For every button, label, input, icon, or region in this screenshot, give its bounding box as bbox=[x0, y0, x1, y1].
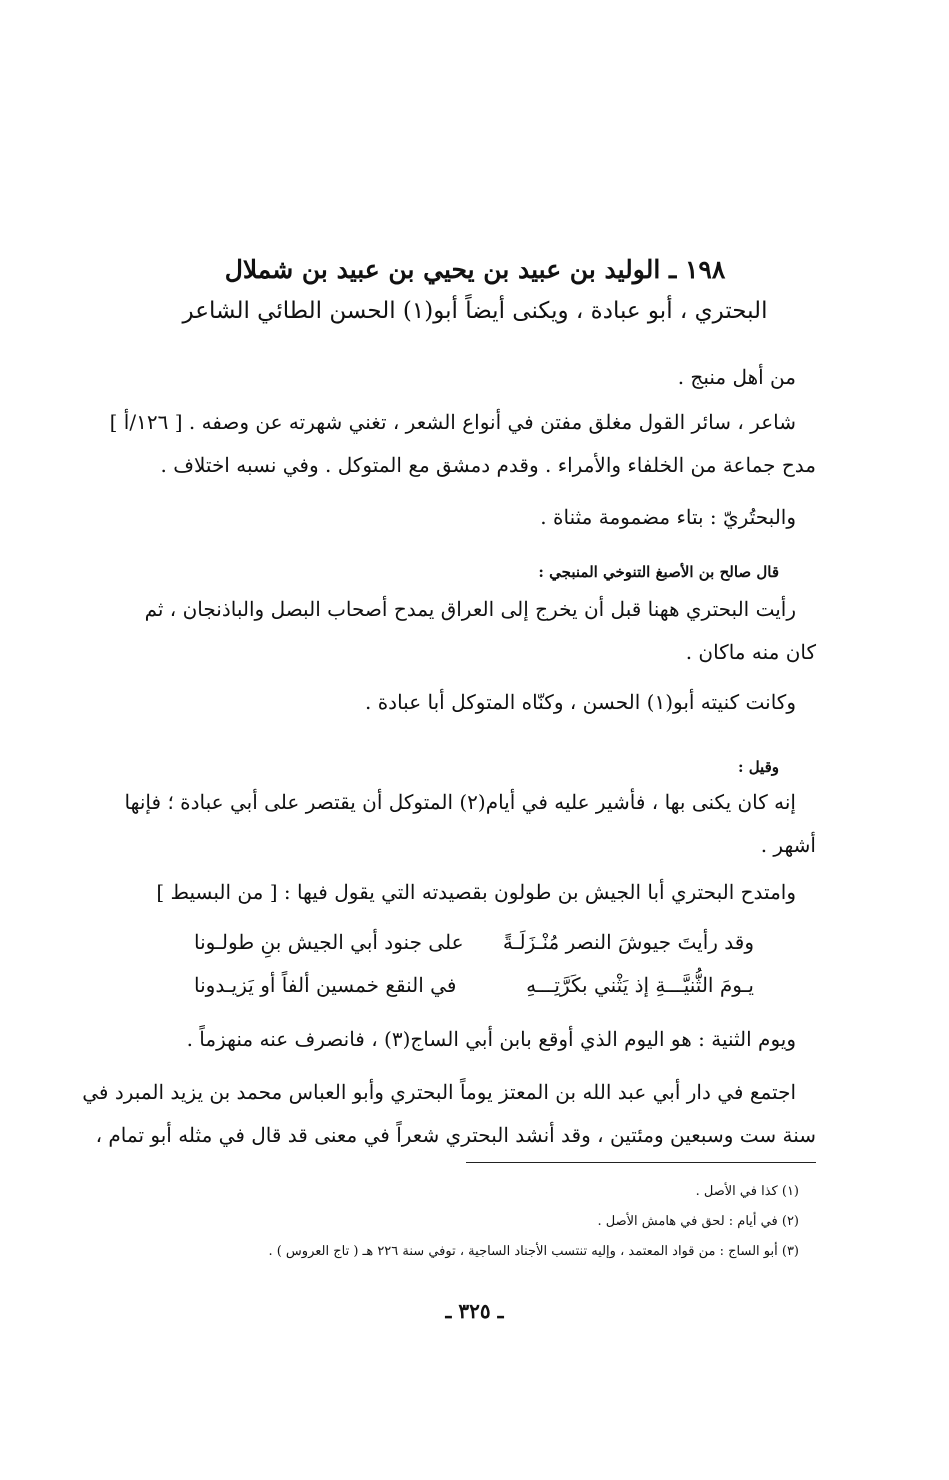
paragraph-7: ويوم الثنية : هو اليوم الذي أوقع بابن أبي الساج(٣) ، فانصرف عنه منهزماً . bbox=[186, 1027, 796, 1051]
footnote-separator bbox=[466, 1162, 816, 1163]
verse-line-1 bbox=[194, 925, 754, 959]
speaker-heading-2: وقيل : bbox=[737, 758, 779, 776]
page-number: ـ ٣٢٥ ـ bbox=[445, 1299, 504, 1323]
origin-line: من أهل منبج . bbox=[677, 365, 796, 389]
speaker-heading-1: قال صالح بن الأصبغ التنوخي المنبجي : bbox=[538, 563, 779, 581]
paragraph-6: وامتدح البحتري أبا الجيش بن طولون بقصيدته التي يقول فيها : [ من البسيط ] bbox=[156, 880, 796, 904]
paragraph-5-line-1: إنه كان يكنى بها ، فأشير عليه في أيام(٢) المتوكل أن يقتصر على أبي عبادة ؛ فإنها bbox=[124, 790, 796, 814]
entry-title: ١٩٨ ـ الوليد بن عبيد بن يحيي بن عبيد بن شملال bbox=[224, 255, 726, 284]
paragraph-8-line-2: سنة ست وسبعين ومئتين ، وقد أنشد البحتري شعراً في معنى قد قال في مثله أبو تمام ، bbox=[95, 1123, 816, 1147]
verse-2-second-hemistich: في النقع خمسين ألفاً أو يَزيـدونا bbox=[194, 973, 457, 997]
paragraph-4: وكانت كنيته أبو(١) الحسن ، وكنّاه المتوكل أبا عبادة . bbox=[364, 690, 796, 714]
verse-2-first-hemistich: يـومَ الثُّنيَّـــةِ إذ يَثْني بكَرَّتِـــهِ bbox=[526, 973, 754, 997]
paragraph-3-line-1: رأيت البحتري ههنا قبل أن يخرج إلى العراق يمدح أصحاب البصل والباذنجان ، ثم bbox=[144, 597, 796, 621]
paragraph-1-line-1: شاعر ، سائر القول مغلق مفتن في أنواع الشعر ، تغني شهرته عن وصفه . [ ١٢٦/أ ] bbox=[109, 410, 796, 434]
paragraph-5-line-2: أشهر . bbox=[760, 833, 816, 857]
footnote-3: (٣) أبو الساج : من قواد المعتمد ، وإليه تنتسب الأجناد الساجية ، توفي سنة ٢٢٦ هـ ( تاج العروس ) . bbox=[268, 1244, 799, 1259]
footnote-1: (١) كذا في الأصل . bbox=[695, 1184, 799, 1199]
verse-1-second-hemistich: على جنود أبي الجيش بنِ طولـونا bbox=[194, 930, 464, 954]
footnote-2: (٢) في أيام : لحق في هامش الأصل . bbox=[597, 1214, 799, 1229]
entry-subtitle: البحتري ، أبو عبادة ، ويكنى أيضاً أبو(١) الحسن الطائي الشاعر bbox=[182, 298, 768, 324]
paragraph-8-line-1: اجتمع في دار أبي عبد الله بن المعتز يوماً البحتري وأبو العباس محمد بن يزيد المبرد في bbox=[82, 1080, 796, 1104]
paragraph-3-line-2: كان منه ماكان . bbox=[685, 640, 816, 664]
verse-1-first-hemistich: وقد رأيتَ جيوشَ النصر مُنْـزَلَـةً bbox=[502, 930, 754, 954]
paragraph-1-line-2: مدح جماعة من الخلفاء والأمراء . وقدم دمشق مع المتوكل . وفي نسبه اختلاف . bbox=[160, 453, 816, 477]
paragraph-2: والبحتُريّ : بتاء مضمومة مثناة . bbox=[540, 505, 796, 529]
verse-line-2 bbox=[194, 968, 754, 1002]
